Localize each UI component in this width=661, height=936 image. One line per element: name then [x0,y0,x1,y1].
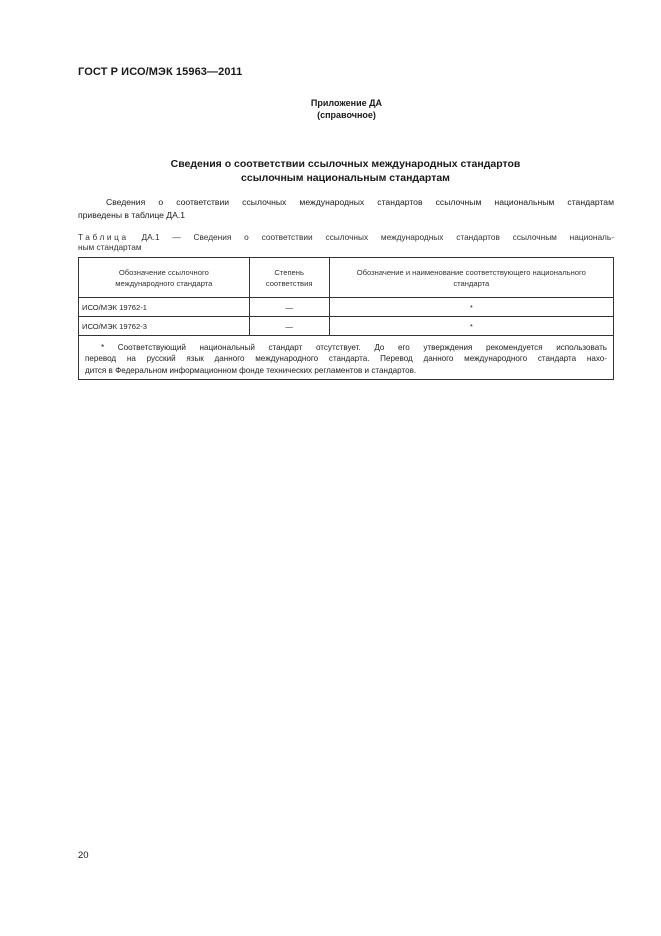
table-row [79,317,614,336]
header-compliance-degree [249,258,329,298]
document-standard-id: ГОСТ Р ИСО/МЭК 15963—2011 [78,66,243,78]
section-title-line2: ссылочным национальным стандартам [241,172,450,184]
appendix-subtitle: (справочное) [317,110,376,120]
cell-degree: — [249,317,329,336]
intro-line1: Сведения о соответствии ссылочных международных стандартов ссылочным национальным стандартам [106,197,614,207]
footnote-line1: * Соответствующий национальный стандарт отсутствует. До его утверждения рекомендуется использовать [101,343,607,352]
intro-line2: приведены в таблице ДА.1 [78,210,186,220]
header-col3-line2: стандарта [453,278,490,288]
table-footnote-row [79,336,614,380]
cell-national: * [329,298,613,317]
table-caption-line2: ным стандартам [78,242,142,252]
table-footnote [79,336,614,380]
intro-paragraph [78,196,614,222]
page-number: 20 [78,850,89,861]
cell-standard: ИСО/МЭК 19762-1 [79,298,250,317]
table-caption-line1 [78,232,614,242]
appendix-heading [0,97,661,121]
appendix-title: Приложение ДА [310,98,383,108]
section-title-line1: Сведения о соответствии ссылочных международных стандартов [170,158,521,170]
footnote-line2: перевод на русский язык данного международного стандарта. Перевод данного международного стандарта нахо- [85,354,607,364]
table-caption-label: Таблица [78,232,129,242]
cell-standard: ИСО/МЭК 19762-3 [79,317,250,336]
header-col1-line1: Обозначение ссылочного [118,267,209,277]
header-national-standard [329,258,613,298]
table-caption [78,232,614,252]
header-col3-line1: Обозначение и наименование соответствующего национального [356,267,586,277]
table-header-row [79,258,614,298]
standards-table [78,257,614,380]
section-title [0,157,661,185]
header-col2-line1: Степень [274,267,304,277]
header-col1-line2: международного стандарта [115,278,213,288]
header-col2-line2: соответствия [265,278,313,288]
header-international-standard [79,258,250,298]
table-caption-text: ДА.1 — Сведения о соответствии ссылочных международных стандартов ссылочным националь- [141,232,614,242]
table-row [79,298,614,317]
cell-degree: — [249,298,329,317]
footnote-line3: дится в Федеральном информационном фонде технических регламентов и стандартов. [85,365,417,375]
cell-national: * [329,317,613,336]
